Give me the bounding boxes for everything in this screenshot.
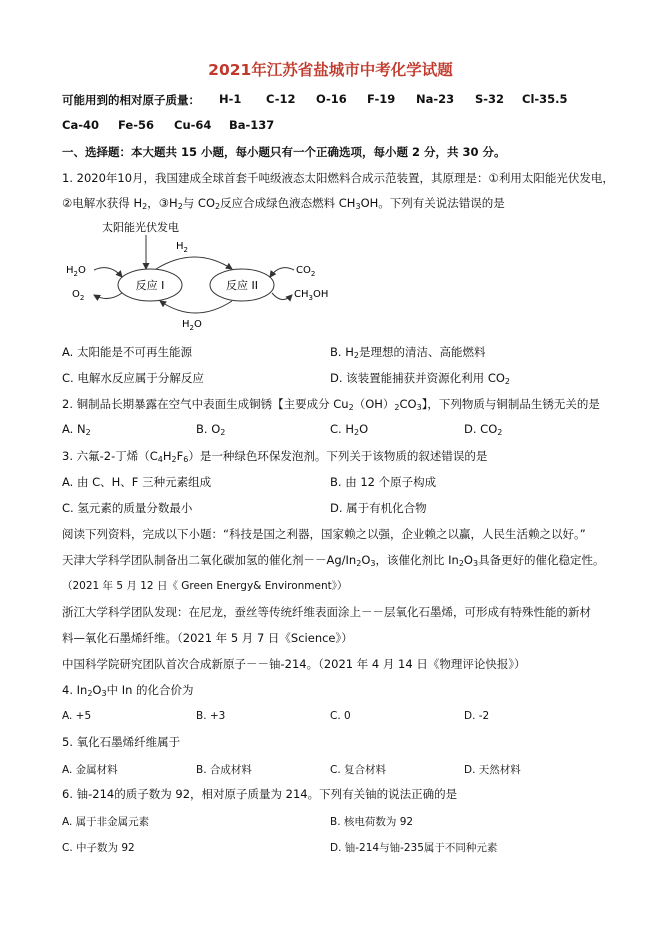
question-5-option-b[interactable]: B. 合成材料 xyxy=(196,764,252,776)
question-2-option-a[interactable]: A. $N_2$ xyxy=(62,422,91,437)
question-5-stem: 5. 氧化石墨烯纤维属于 xyxy=(62,735,181,749)
question-4-option-a[interactable]: A. +5 xyxy=(62,710,92,722)
question-4-option-d[interactable]: D. -2 xyxy=(464,710,490,722)
reaction-1-label: 反应 I xyxy=(135,279,165,292)
section-heading: 一、选择题：本大题共 15 小题，每小题只有一个正确选项，每小题 2 分，共 30 分。 xyxy=(62,145,506,159)
question-5-option-a[interactable]: A. 金属材料 xyxy=(62,764,118,776)
atomic-mass-item: S-32 xyxy=(475,92,505,106)
h2o-left-label: $H_2O$ xyxy=(66,265,86,278)
atomic-mass-item: Ba-137 xyxy=(229,118,275,132)
co2-label: $CO_2$ xyxy=(296,265,316,278)
h2o-bottom-arrow xyxy=(160,301,232,313)
o2-out-arrow xyxy=(94,293,122,299)
solar-label: 太阳能光伏发电 xyxy=(102,221,179,234)
page-title: 2021年江苏省盐城市中考化学试题 xyxy=(208,61,453,79)
question-6-option-a[interactable]: A. 属于非金属元素 xyxy=(62,816,150,828)
question-3-option-d[interactable]: D. 属于有机化合物 xyxy=(330,501,427,515)
atomic-mass-item: F-19 xyxy=(367,92,396,106)
reaction-diagram xyxy=(60,215,360,337)
question-6-option-c[interactable]: C. 中子数为 92 xyxy=(62,842,135,854)
question-3-option-a[interactable]: A. 由 C、H、F 三种元素组成 xyxy=(62,475,212,489)
question-2-stem: 2. 铜制品长期暴露在空气中表面生成铜锈【主要成分 $Cu_2(OH)_2CO_3$】，下列物质与铜制品生锈无关的是 xyxy=(62,397,600,412)
question-1-option-d[interactable]: D. 该装置能捕获并资源化利用 $CO_2$ xyxy=(330,371,510,386)
question-5-option-d[interactable]: D. 天然材料 xyxy=(464,764,521,776)
question-1-option-b[interactable]: B. $H_2$是理想的清洁、高能燃料 xyxy=(330,345,486,360)
reading-paragraph-5: 中国科学院研究团队首次合成新原子－－铀-214。（2021 年 4 月 14 日《物理评论快报》） xyxy=(62,657,526,671)
h2-top-label: $H_2$ xyxy=(176,241,188,254)
reading-paragraph-4: 料—氧化石墨烯纤维。（2021 年 5 月 7 日《Science》） xyxy=(62,631,353,645)
o2-label: $O_2$ xyxy=(72,289,85,302)
ch3oh-out-arrow xyxy=(272,293,292,300)
question-1-line-2: ②电解水获得 $H_2$，$③H_2$与 $CO_2$反应合成绿色液态燃料 $CH_3OH$。下列有关说法错误的是 xyxy=(62,196,505,211)
question-2-option-c[interactable]: C. $H_2O$ xyxy=(330,422,369,437)
co2-in-arrow xyxy=(270,268,294,277)
atomic-mass-item: Cu-64 xyxy=(174,118,212,132)
atomic-mass-item: Ca-40 xyxy=(62,118,99,132)
question-3-option-c[interactable]: C. 氢元素的质量分数最小 xyxy=(62,501,193,515)
question-2-option-d[interactable]: D. $CO_2$ xyxy=(464,422,503,437)
ch3oh-label: $CH_3OH$ xyxy=(294,289,329,302)
question-3-option-b[interactable]: B. 由 12 个原子构成 xyxy=(330,475,437,489)
question-4-stem: 4. $In_2O_3$中 In 的化合价为 xyxy=(62,683,194,698)
atomic-mass-item: C-12 xyxy=(266,92,296,106)
question-2-option-b[interactable]: B. $O_2$ xyxy=(196,422,226,437)
question-6-option-b[interactable]: B. 核电荷数为 92 xyxy=(330,816,414,828)
reading-paragraph-2: 天津大学科学团队制备出二氧化碳加氢的催化剂$--Ag/In_2O_3$，该催化剂比 $In_2O_3$具备更好的催化稳定性。 xyxy=(62,553,605,568)
question-4-option-b[interactable]: B. +3 xyxy=(196,710,226,722)
question-4-option-c[interactable]: C. 0 xyxy=(330,710,351,722)
question-6-stem: 6. 铀-214的质子数为 92，相对原子质量为 214。下列有关铀的说法正确的是 xyxy=(62,787,458,801)
reading-paragraph-3: 浙江大学科学团队发现：在尼龙，蚕丝等传统纤维表面涂上－－层氧化石墨烯，可形成有特殊性能的新材 xyxy=(62,605,591,619)
atomic-mass-item: Na-23 xyxy=(416,92,455,106)
question-5-option-c[interactable]: C. 复合材料 xyxy=(330,764,387,776)
question-1-option-a[interactable]: A. 太阳能是不可再生能源 xyxy=(62,345,192,359)
atomic-mass-item: O-16 xyxy=(316,92,347,106)
question-6-option-d[interactable]: D. 铀-214与铀-235属于不同种元素 xyxy=(330,842,498,854)
h2o-in-arrow xyxy=(94,268,122,277)
h2o-bottom-label: $H_2O$ xyxy=(182,319,202,332)
reading-source-1: （2021 年 5 月 12 日《 Green Energy& Environment》） xyxy=(62,580,348,592)
h2-arrow xyxy=(156,257,232,269)
reaction-2-label: 反应 II xyxy=(226,279,258,292)
question-1-line-1: 1. 2020年10月，我国建成全球首套千吨级液态太阳燃料合成示范装置，其原理是：①利用太阳能光伏发电， xyxy=(62,171,614,185)
reading-paragraph-1: 阅读下列资料，完成以下小题：“科技是国之利器，国家赖之以强，企业赖之以赢，人民生活赖之以好。” xyxy=(62,527,586,541)
atomic-mass-item: Fe-56 xyxy=(118,118,154,132)
question-3-stem: 3. 六氟-2-丁烯$(C_4H_2F_6)$是一种绿色环保发泡剂。下列关于该物质的叙述错误的是 xyxy=(62,449,488,464)
atomic-mass-item: H-1 xyxy=(219,92,242,106)
atomic-mass-label: 可能用到的相对原子质量： xyxy=(62,93,200,107)
atomic-mass-item: Cl-35.5 xyxy=(522,92,568,106)
question-1-option-c[interactable]: C. 电解水反应属于分解反应 xyxy=(62,371,204,385)
